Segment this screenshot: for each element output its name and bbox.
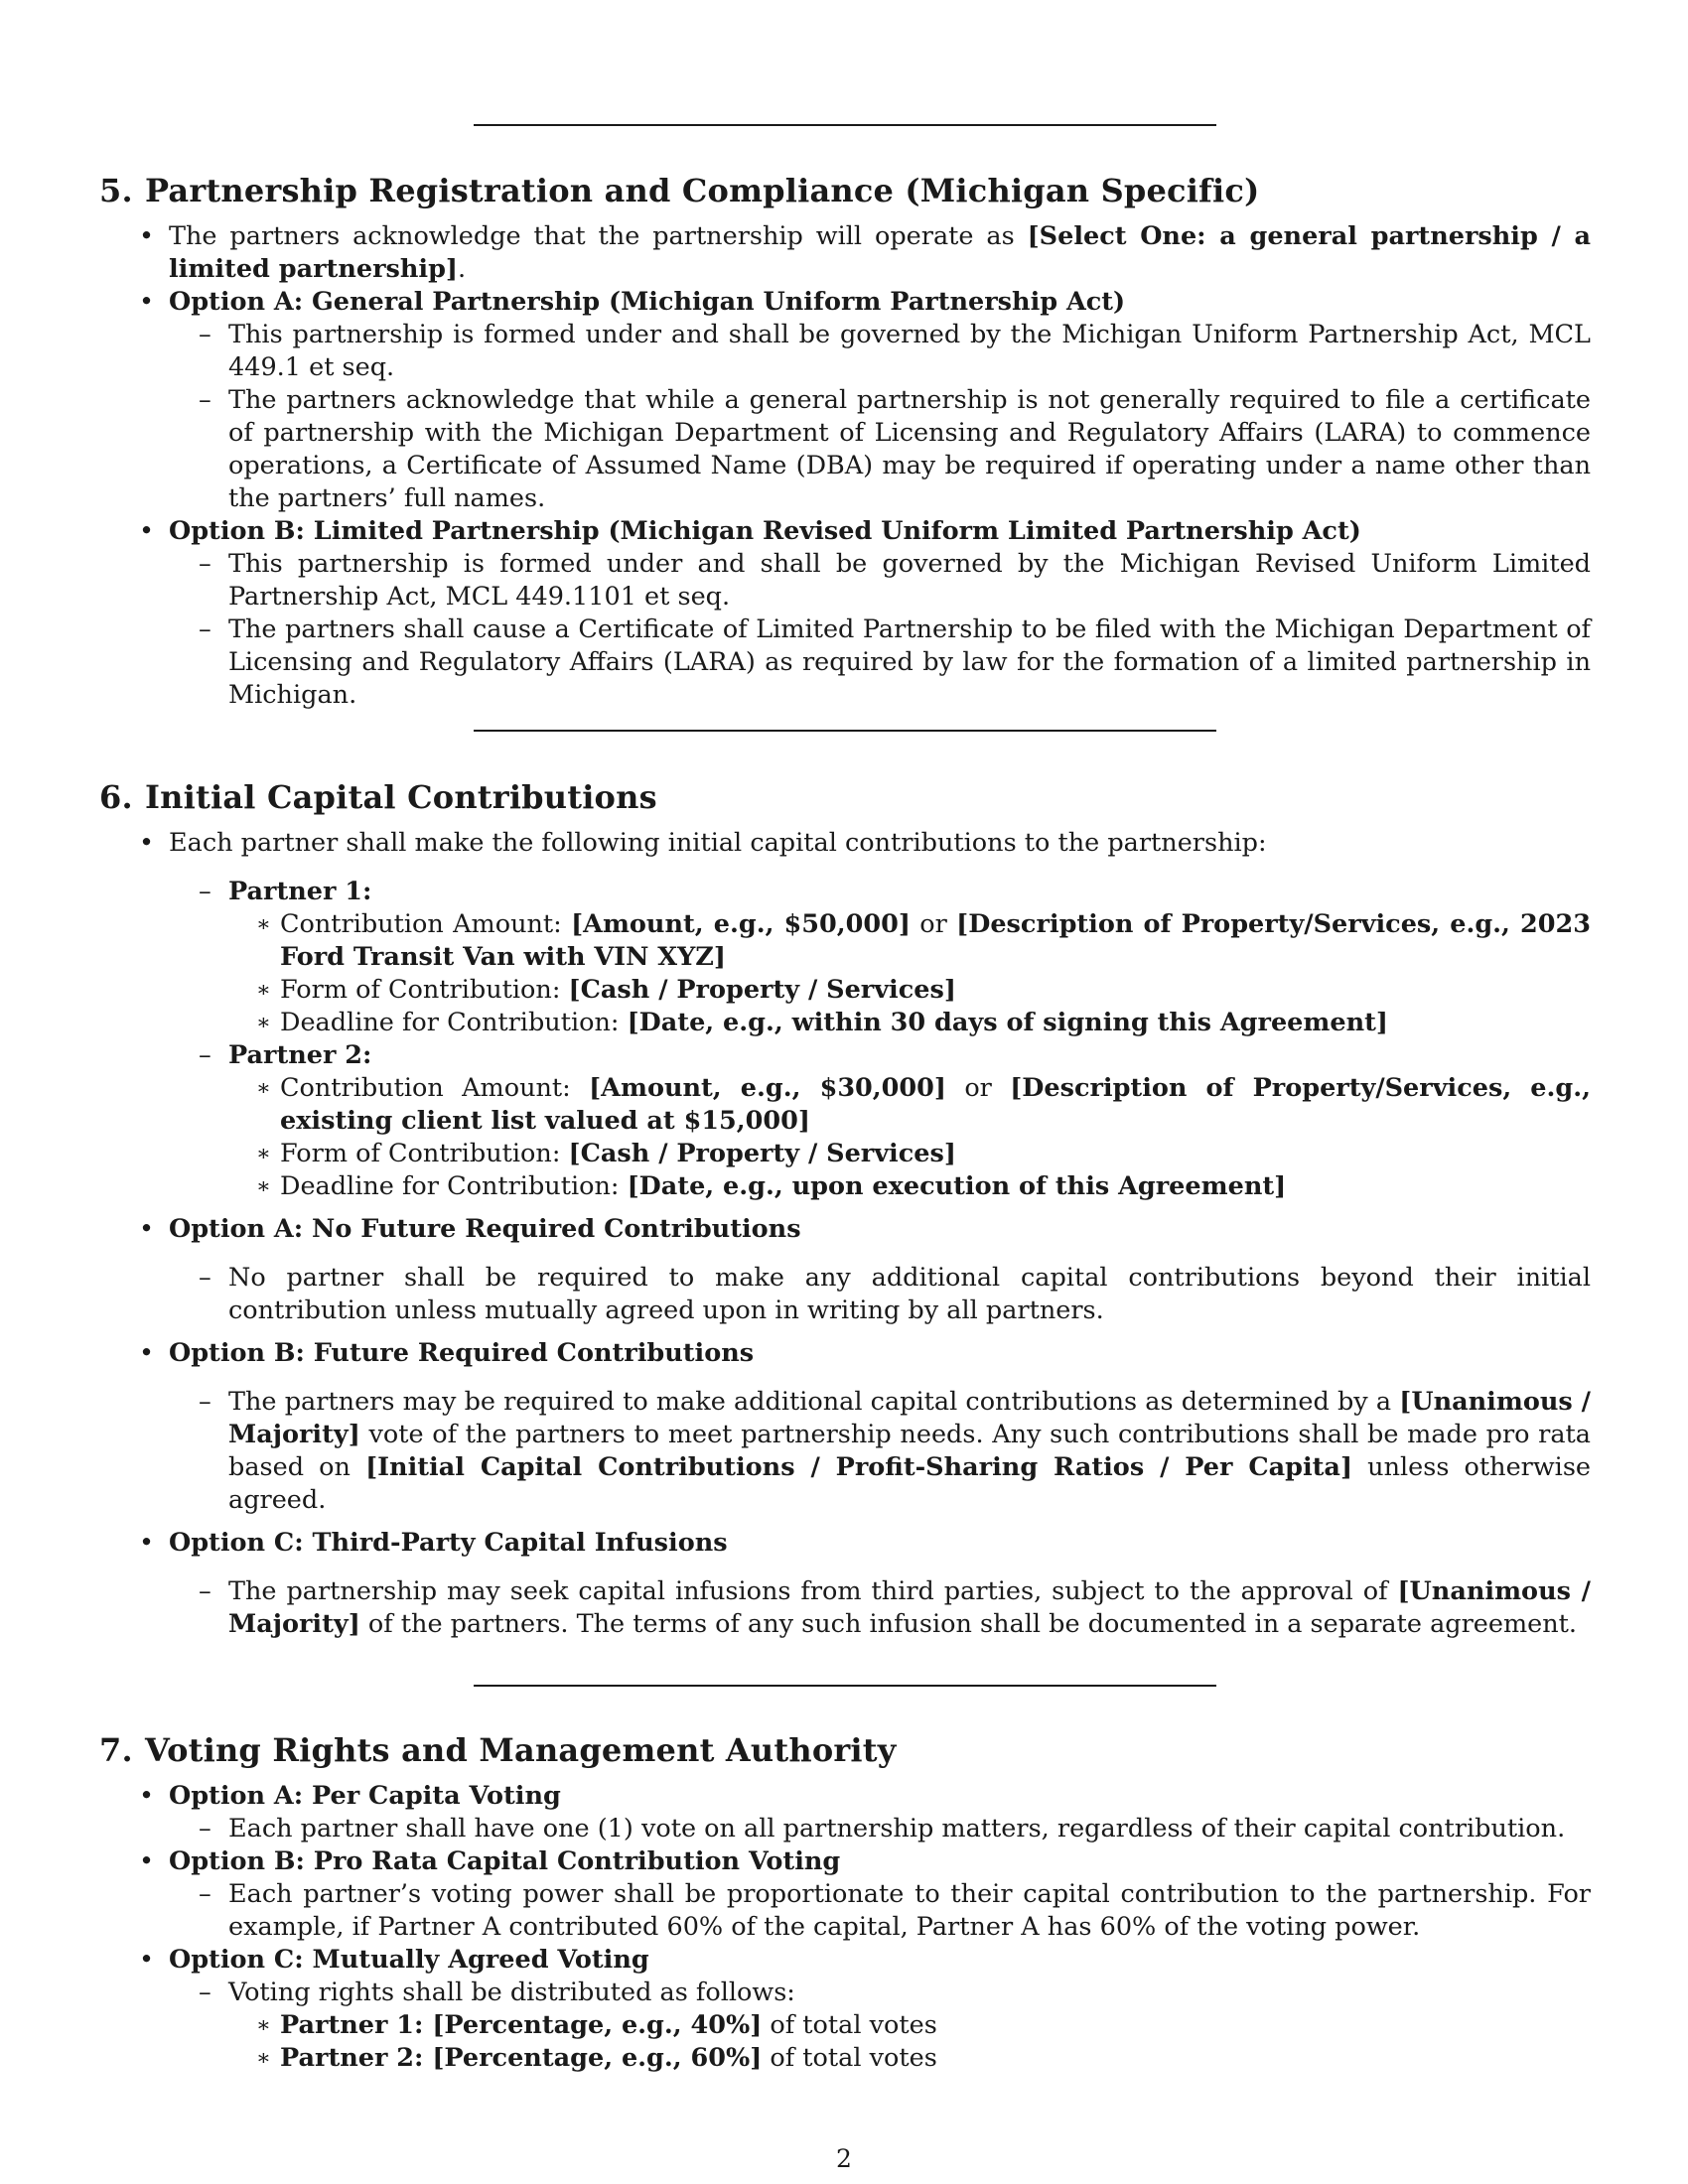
- sub-sub-list-item: ∗ Form of Contribution: [Cash / Property / Services]: [256, 975, 956, 1005]
- sub-list-item: – Each partner’s voting power shall be proportionate to their capital contribution to the partnership. For example, if Partner A contributed 60% of the capital, Partner A has 60% of the voting power.: [199, 1879, 1591, 1942]
- dash-icon: –: [199, 320, 211, 349]
- partner-1-block: – Partner 1: ∗ Contribution Amount: [Amount, e.g., $50,000] or [Description of Property/Services, e.g., 2023 Ford Transit Van with VIN XYZ] ∗ Form of Contribution: [Cash / Property / Services] ∗ Deadline for Contribution: [Date, e.g., within 30 days of signing this Agreement]: [199, 877, 1592, 1037]
- sub-sub-list-item: ∗ Deadline for Contribution: [Date, e.g., upon execution of this Agreement]: [256, 1171, 1287, 1201]
- dash-icon: –: [199, 1387, 211, 1417]
- list-item: • The partners acknowledge that the partnership will operate as [Select One: a general partnership / a limited partnership].: [139, 221, 1592, 284]
- section-heading: 6. Initial Capital Contributions: [99, 778, 657, 816]
- dash-icon: –: [199, 1814, 211, 1843]
- horizontal-rule: [474, 730, 1216, 732]
- sub-sub-list-item: ∗ Deadline for Contribution: [Date, e.g., within 30 days of signing this Agreement]: [256, 1008, 1388, 1037]
- list-item: • Option C: Mutually Agreed Voting – Voting rights shall be distributed as follows: ∗ Partner 1: [Percentage, e.g., 40%] of total votes ∗ Partner 2: [Percentage, e.g., 60%] of total votes: [99, 1944, 1591, 2075]
- sub-list-item: – No partner shall be required to make any additional capital contributions beyond their initial contribution unless mutually agreed upon in writing by all partners.: [199, 1263, 1591, 1325]
- list-item: • Option C: Third-Party Capital Infusions – The partnership may seek capital infusions from third parties, subject to the approval of [Unanimous / Majority] of the partners. The terms of any such infusion shall be documented in a separate agreement.: [139, 1528, 1591, 1639]
- page-number: 2: [836, 2144, 852, 2173]
- list-item: • Option B: Limited Partnership (Michigan Revised Uniform Limited Partnership Act) – This partnership is formed under and shall be governed by the Michigan Revised Uniform Limited Partnership Act, MCL 449.1101 et seq. – The partners shall cause a Certificate of Limited Partnership to be filed with the Michigan Department of Licensing and Regulatory Affairs (LARA) as required by law for the formation of a limited partnership in Michigan.: [139, 516, 1591, 710]
- bullet-icon: •: [139, 1781, 155, 1811]
- list-item: • Option A: Per Capita Voting – Each partner shall have one (1) vote on all partnership matters, regardless of their capital contribution.: [99, 1780, 1591, 1845]
- horizontal-rule: [474, 1685, 1216, 1687]
- sub-list-item: – The partners shall cause a Certificate of Limited Partnership to be filed with the Michigan Department of Licensing and Regulatory Affairs (LARA) as required by law for the formation of a limited partnership in Michigan.: [199, 614, 1591, 710]
- sub-sub-list-item: ∗ Partner 2: [Percentage, e.g., 60%] of total votes: [256, 2043, 937, 2073]
- sub-list-item: – The partners may be required to make additional capital contributions as determined by a [Unanimous / Majority] vote of the partners to meet partnership needs. Any such contributions shall be made pro rata based on [Initial Capital Contributions / Profit-Sharing Ratios / Per Capita] unless otherwise agreed.: [199, 1387, 1592, 1515]
- asterisk-icon: ∗: [256, 1011, 271, 1035]
- sub-list-item: – This partnership is formed under and shall be governed by the Michigan Revised Uniform Limited Partnership Act, MCL 449.1101 et seq.: [199, 549, 1591, 612]
- dash-icon: –: [199, 1576, 211, 1606]
- asterisk-icon: ∗: [256, 2046, 271, 2071]
- sub-list-item: – Each partner shall have one (1) vote on all partnership matters, regardless of their capital contribution.: [199, 1814, 1566, 1843]
- section-5: [99, 171, 1592, 712]
- bullet-icon: •: [139, 1528, 155, 1558]
- sub-sub-list-item: ∗ Contribution Amount: [Amount, e.g., $30,000] or [Description of Property/Services, e.g., existing client list valued at $15,000]: [256, 1073, 1591, 1136]
- partner-2-block: – Partner 2: ∗ Contribution Amount: [Amount, e.g., $30,000] or [Description of Property/Services, e.g., existing client list valued at $15,000] ∗ Form of Contribution: [Cash / Property / Services] ∗ Deadline for Contribution: [Date, e.g., upon execution of this Agreement]: [199, 1040, 1591, 1201]
- bullet-icon: •: [139, 516, 155, 546]
- horizontal-rule: [474, 124, 1216, 126]
- asterisk-icon: ∗: [256, 2013, 271, 2038]
- dash-icon: –: [199, 1978, 211, 2007]
- sub-sub-list-item: ∗ Contribution Amount: [Amount, e.g., $50,000] or [Description of Property/Services, e.g., 2023 Ford Transit Van with VIN XYZ]: [256, 909, 1592, 972]
- asterisk-icon: ∗: [256, 978, 271, 1003]
- bullet-icon: •: [139, 1846, 155, 1876]
- sub-list-item: – The partners acknowledge that while a general partnership is not generally required to file a certificate of partnership with the Michigan Department of Licensing and Regulatory Affairs (LARA) to commence operations, a Certificate of Assumed Name (DBA) may be required if operating under a name other than the partners’ full names.: [199, 385, 1591, 513]
- dash-icon: –: [199, 1263, 211, 1293]
- dash-icon: –: [199, 549, 211, 579]
- bullet-icon: •: [139, 287, 155, 317]
- sub-list-item: – The partnership may seek capital infusions from third parties, subject to the approval of [Unanimous / Majority] of the partners. The terms of any such infusion shall be documented in a separate agreement.: [199, 1576, 1591, 1639]
- section-heading: 5. Partnership Registration and Compliance (Michigan Specific): [99, 172, 1260, 209]
- bullet-icon: •: [139, 1945, 155, 1975]
- section-heading: 7. Voting Rights and Management Authority: [99, 1731, 897, 1769]
- section-7: [99, 1730, 1589, 2075]
- dash-icon: –: [199, 614, 211, 644]
- dash-icon: –: [199, 877, 211, 906]
- list-item: • Option B: Future Required Contributions – The partners may be required to make additional capital contributions as determined by a [Unanimous / Majority] vote of the partners to meet partnership needs. Any such contributions shall be made pro rata based on [Initial Capital Contributions / Profit-Sharing Ratios / Per Capita] unless otherwise agreed.: [139, 1338, 1592, 1515]
- sub-list-item: – This partnership is formed under and shall be governed by the Michigan Uniform Partnership Act, MCL 449.1 et seq.: [199, 320, 1591, 382]
- sub-list-item: – Voting rights shall be distributed as follows: ∗ Partner 1: [Percentage, e.g., 40%] of total votes ∗ Partner 2: [Percentage, e.g., 60%] of total votes: [169, 1977, 1591, 2075]
- dash-icon: –: [199, 385, 211, 415]
- list-item: • Each partner shall make the following initial capital contributions to the partnership: – Partner 1: ∗ Contribution Amount: [Amount, e.g., $50,000] or [Description of Property/Services, e.g., 2023 Ford Transit Van with VIN XYZ] ∗ Form of Contribution: [Cash / Property / Services] ∗ Deadline for Contribution: [Date, e.g., within 30 days of signing this Agreement] – Partner 2: ∗ Contribution Amount: [Amount, e.g., $30,000] or [Description of Property/Services, e.g., existing client list valued at $15,000] ∗ Form of Contribution: [Cash / Property / Services] ∗ Deadline for Contribution: [Date, e.g., upon execution of this Agreement]: [139, 828, 1592, 1201]
- bullet-icon: •: [139, 1338, 155, 1368]
- bullet-icon: •: [139, 1214, 155, 1244]
- dash-icon: –: [199, 1040, 211, 1070]
- bullet-icon: •: [139, 828, 155, 858]
- asterisk-icon: ∗: [256, 912, 271, 937]
- dash-icon: –: [199, 1879, 211, 1909]
- asterisk-icon: ∗: [256, 1142, 271, 1166]
- bullet-icon: •: [139, 221, 155, 251]
- sub-sub-list-item: ∗ Form of Contribution: [Cash / Property / Services]: [256, 1139, 956, 1168]
- list-item: • Option A: No Future Required Contributions – No partner shall be required to make any additional capital contributions beyond their initial contribution unless mutually agreed upon in writing by all partners.: [139, 1214, 1591, 1325]
- asterisk-icon: ∗: [256, 1076, 271, 1101]
- asterisk-icon: ∗: [256, 1174, 271, 1199]
- list-item: • Option B: Pro Rata Capital Contribution Voting – Each partner’s voting power shall be proportionate to their capital contribution to the partnership. For example, if Partner A contributed 60% of the capital, Partner A has 60% of the voting power.: [139, 1846, 1591, 1942]
- sub-sub-list-item: ∗ Partner 1: [Percentage, e.g., 40%] of total votes: [256, 2010, 937, 2040]
- section-6: [99, 777, 1592, 1641]
- list-item: • Option A: General Partnership (Michigan Uniform Partnership Act) – This partnership is formed under and shall be governed by the Michigan Uniform Partnership Act, MCL 449.1 et seq. – The partners acknowledge that while a general partnership is not generally required to file a certificate of partnership with the Michigan Department of Licensing and Regulatory Affairs (LARA) to commence operations, a Certificate of Assumed Name (DBA) may be required if operating under a name other than the partners’ full names.: [139, 287, 1591, 513]
